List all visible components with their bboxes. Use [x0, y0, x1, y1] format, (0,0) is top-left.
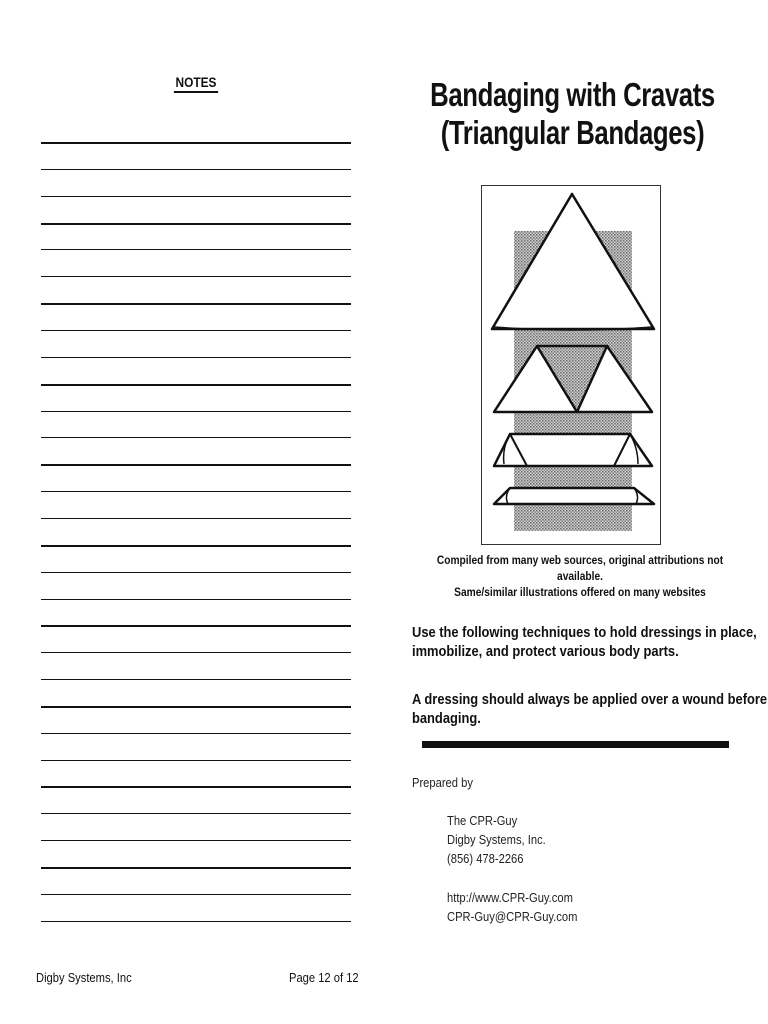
note-line: [41, 491, 351, 492]
note-line: [41, 572, 351, 573]
prepared-by-text: Prepared by: [412, 775, 473, 790]
note-line: [41, 921, 351, 922]
note-line: [41, 437, 351, 438]
note-line: [41, 813, 351, 814]
note-line: [41, 652, 351, 653]
notes-lines: [41, 0, 351, 1024]
note-line: [41, 411, 351, 412]
note-line: [41, 223, 351, 225]
note-line: [41, 786, 351, 788]
note-line: [41, 357, 351, 358]
instruction-paragraph: [412, 623, 757, 661]
note-line: [41, 276, 351, 277]
note-line: [41, 169, 351, 170]
dressing-note-paragraph: [412, 690, 768, 728]
note-line: [41, 330, 351, 331]
note-line: [41, 518, 351, 519]
attribution-line-1: Compiled from many web sources, original attributions not available.: [436, 553, 724, 583]
footer-company: [36, 970, 147, 985]
org-company: Digby Systems, Inc.: [447, 832, 546, 847]
section-divider: [422, 741, 729, 748]
note-line: [41, 464, 351, 466]
footer-page-text: Page 12 of 12: [289, 970, 359, 985]
note-line: [41, 894, 351, 895]
note-line: [41, 196, 351, 197]
org-phone: (856) 478-2266: [447, 851, 524, 866]
note-line: [41, 733, 351, 734]
note-line: [41, 384, 351, 386]
title-line-1: Bandaging with Cravats: [430, 76, 715, 113]
footer-company-text: Digby Systems, Inc: [36, 970, 132, 985]
org-name: The CPR-Guy: [447, 813, 518, 828]
note-line: [41, 625, 351, 627]
footer-page-number: [289, 970, 370, 985]
prepared-by-label: [412, 773, 483, 792]
attribution-line-2: Same/similar illustrations offered on many websites: [454, 585, 706, 599]
attribution-note: [395, 552, 765, 600]
note-line: [41, 142, 351, 144]
note-line: [41, 867, 351, 869]
web-contact-block: [447, 888, 599, 926]
notes-title: NOTES: [174, 74, 218, 93]
instruction-line-2: immobilize, and protect various body parts.: [412, 643, 679, 660]
note-line: [41, 679, 351, 680]
note-line: [41, 249, 351, 250]
organization-block: [447, 811, 562, 868]
note-line: [41, 599, 351, 600]
note-line: [41, 303, 351, 305]
note-line: [41, 760, 351, 761]
note-line: [41, 840, 351, 841]
note-line: [41, 545, 351, 547]
note-line: [41, 706, 351, 708]
dressing-line-1: A dressing should always be applied over a wound before: [412, 691, 768, 708]
email-link[interactable]: CPR-Guy@CPR-Guy.com: [447, 909, 578, 924]
triangular-bandage-icon: [482, 186, 660, 544]
dressing-line-2: bandaging.: [412, 710, 481, 727]
title-line-2: (Triangular Bandages): [440, 114, 705, 151]
website-link[interactable]: http://www.CPR-Guy.com: [447, 890, 573, 905]
bandage-illustration: [481, 185, 661, 545]
instruction-line-1: Use the following techniques to hold dressings in place,: [412, 624, 757, 641]
page-title: [380, 76, 765, 152]
